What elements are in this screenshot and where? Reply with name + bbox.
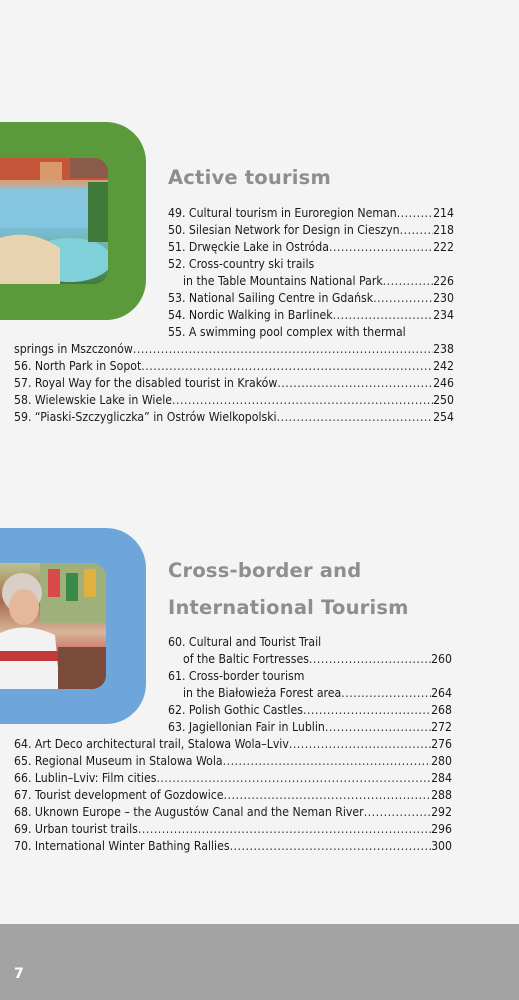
toc-entry: 57. Royal Way for the disabled tourist in Kraków 246 ..... <box>14 375 454 392</box>
toc-entry: 65. Regional Museum in Stalowa Wola 280 ..... <box>14 753 452 770</box>
toc-entry: 56. North Park in Sopot 242 ..... <box>14 358 454 375</box>
toc-entry: 58. Wielewskie Lake in Wiele 250 ..... <box>14 392 454 409</box>
toc-entry: 50. Silesian Network for Design in Cieszyn 218 ..... <box>168 222 454 239</box>
toc-entry: 51. Drwęckie Lake in Ostróda 222 ..... <box>168 239 454 256</box>
toc-entry: 52. Cross-country ski trails <box>168 257 315 271</box>
toc-entry: 69. Urban tourist trails 296 ..... <box>14 821 452 838</box>
section-title-cross-border-line1: Cross-border and <box>168 559 362 582</box>
toc-entry: 54. Nordic Walking in Barlinek 234 ..... <box>168 307 454 324</box>
toc-entry: 60. Cultural and Tourist Trail <box>168 635 322 649</box>
toc-entry: 64. Art Deco architectural trail, Stalowa Wola–Lviv 276 ..... <box>14 736 452 753</box>
toc-entry: 49. Cultural tourism in Euroregion Neman 214 ..... <box>168 205 454 222</box>
toc-entry: 61. Cross-border tourism <box>168 669 305 683</box>
section-title-active-tourism: Active tourism <box>168 166 332 189</box>
section-title-cross-border-line2: International Tourism <box>168 596 409 619</box>
page-number: 7 <box>14 966 24 982</box>
toc-entry: 67. Tourist development of Gozdowice 288 ..... <box>14 787 452 804</box>
toc-entry: 63. Jagiellonian Fair in Lublin 272 ..... <box>168 719 452 736</box>
toc-entry: 66. Lublin–Lviv: Film cities 284 ..... <box>14 770 452 787</box>
toc-entry: 53. National Sailing Centre in Gdańsk 230 ..... <box>168 290 454 307</box>
toc-entry: in the Table Mountains National Park 226 ..... <box>183 273 454 290</box>
toc-entry: 70. International Winter Bathing Rallies 300 ..... <box>14 838 452 855</box>
toc-entry: 68. Uknown Europe – the Augustów Canal and the Neman River 292 ..... <box>14 804 452 821</box>
toc-entry: 62. Polish Gothic Castles 268 ..... <box>168 702 452 719</box>
toc-entry: 55. A swimming pool complex with thermal <box>168 325 406 339</box>
toc-entry: springs in Mszczonów 238 ..... <box>14 341 454 358</box>
toc-entry: in the Białowieża Forest area 264 ..... <box>183 685 452 702</box>
toc-entry: 59. “Piaski-Szczygliczka” in Ostrów Wielkopolski 254 ..... <box>14 409 454 426</box>
pool-photo <box>0 158 108 284</box>
toc-entry: of the Baltic Fortresses 260 ..... <box>183 651 452 668</box>
footer-band <box>0 924 519 1000</box>
woman-photo <box>0 563 106 689</box>
